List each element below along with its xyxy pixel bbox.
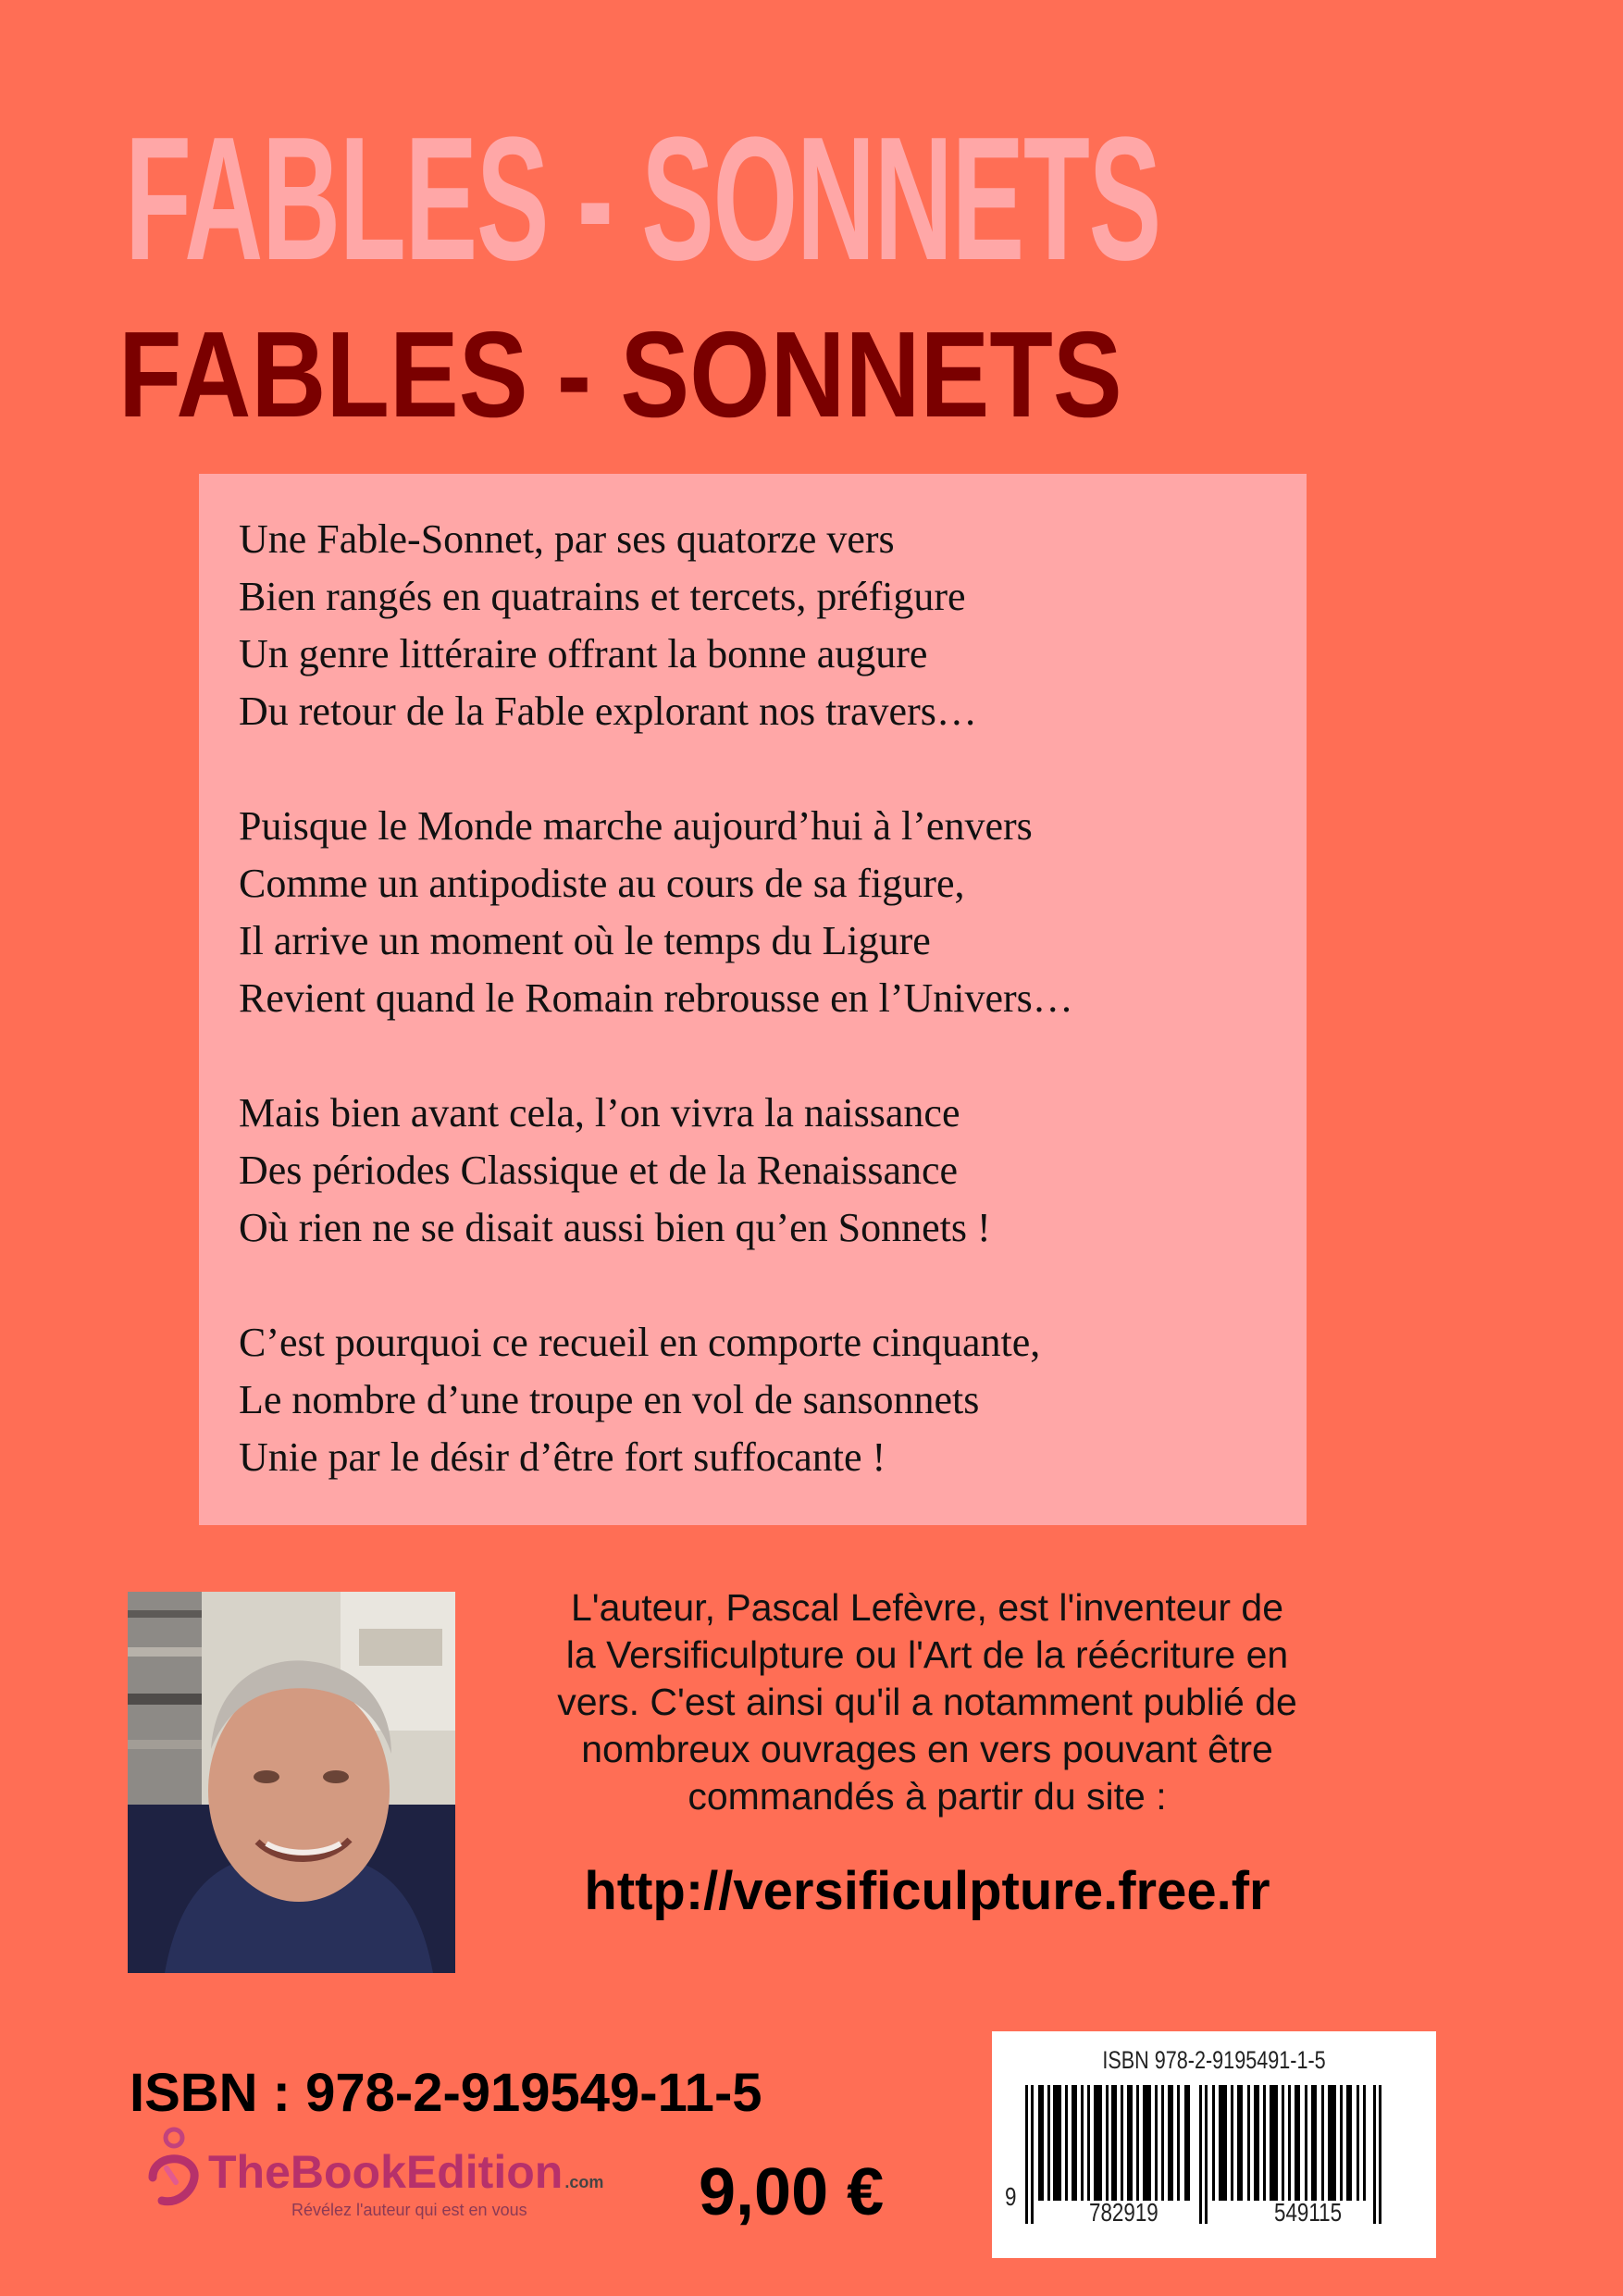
page-title: FABLES - SONNETS: [118, 306, 1122, 442]
stanza-1: [239, 511, 1270, 740]
verse-line: Revient quand le Romain rebrousse en l’Univers…: [239, 975, 1073, 1021]
barcode-bars: [1018, 2085, 1406, 2224]
bio-line: commandés à partir du site :: [688, 1775, 1167, 1818]
verse-line: Puisque le Monde marche aujourd’hui à l’envers: [239, 803, 1033, 849]
verse-line: Comme un antipodiste au cours de sa figure,: [239, 861, 965, 906]
barcode-digit-first: 9: [1005, 2182, 1017, 2211]
publisher-logo: [134, 2127, 634, 2228]
price-label: 9,00 €: [699, 2155, 885, 2229]
stanza-2: [239, 798, 1270, 1027]
poem-panel: [199, 474, 1307, 1525]
book-edition-icon: [139, 2127, 204, 2219]
publisher-name-text: TheBookEdition: [208, 2146, 564, 2198]
verse-line: Bien rangés en quatrains et tercets, préfigure: [239, 574, 966, 619]
verse-line: Du retour de la Fable explorant nos travers…: [239, 689, 977, 734]
publisher-name: [208, 2145, 603, 2199]
verse-line: Le nombre d’une troupe en vol de sansonnets: [239, 1377, 980, 1422]
verse-line: Des périodes Classique et de la Renaissance: [239, 1148, 959, 1193]
author-bio: [483, 1584, 1371, 1820]
bio-line: L'auteur, Pascal Lefèvre, est l'inventeur de: [570, 1586, 1284, 1629]
publisher-tagline: Révélez l'auteur qui est en vous: [291, 2201, 527, 2219]
bio-line: vers. C'est ainsi qu'il a notamment publié de: [557, 1681, 1297, 1723]
barcode-isbn-text: ISBN 978-2-9195491-1-5: [1102, 2046, 1326, 2074]
isbn-label: ISBN : 978-2-919549-11-5: [130, 2063, 762, 2123]
publisher-suffix: .com: [564, 2173, 604, 2191]
bio-line: la Versificulpture ou l'Art de la réécriture en: [565, 1633, 1289, 1676]
verse-line: C’est pourquoi ce recueil en comporte cinquante,: [239, 1320, 1041, 1365]
barcode: [992, 2031, 1436, 2258]
barcode-digits-right: 549115: [1274, 2198, 1343, 2227]
verse-line: Unie par le désir d’être fort suffocante !: [239, 1434, 886, 1480]
barcode-digits-left: 782919: [1089, 2198, 1158, 2227]
verse-line: Mais bien avant cela, l’on vivra la naissance: [239, 1090, 960, 1136]
website-link[interactable]: http://versificulpture.free.fr: [584, 1861, 1270, 1921]
verse-line: Où rien ne se disait aussi bien qu’en Sonnets !: [239, 1205, 991, 1250]
title-background: FABLES - SONNETS: [125, 101, 1160, 297]
verse-line: Une Fable-Sonnet, par ses quatorze vers: [239, 516, 895, 562]
bio-line: nombreux ouvrages en vers pouvant être: [581, 1728, 1273, 1770]
verse-line: Un genre littéraire offrant la bonne augure: [239, 631, 928, 676]
stanza-4: [239, 1314, 1270, 1486]
stanza-3: [239, 1085, 1270, 1257]
verse-line: Il arrive un moment où le temps du Ligure: [239, 918, 931, 963]
author-photo: [128, 1592, 455, 1973]
